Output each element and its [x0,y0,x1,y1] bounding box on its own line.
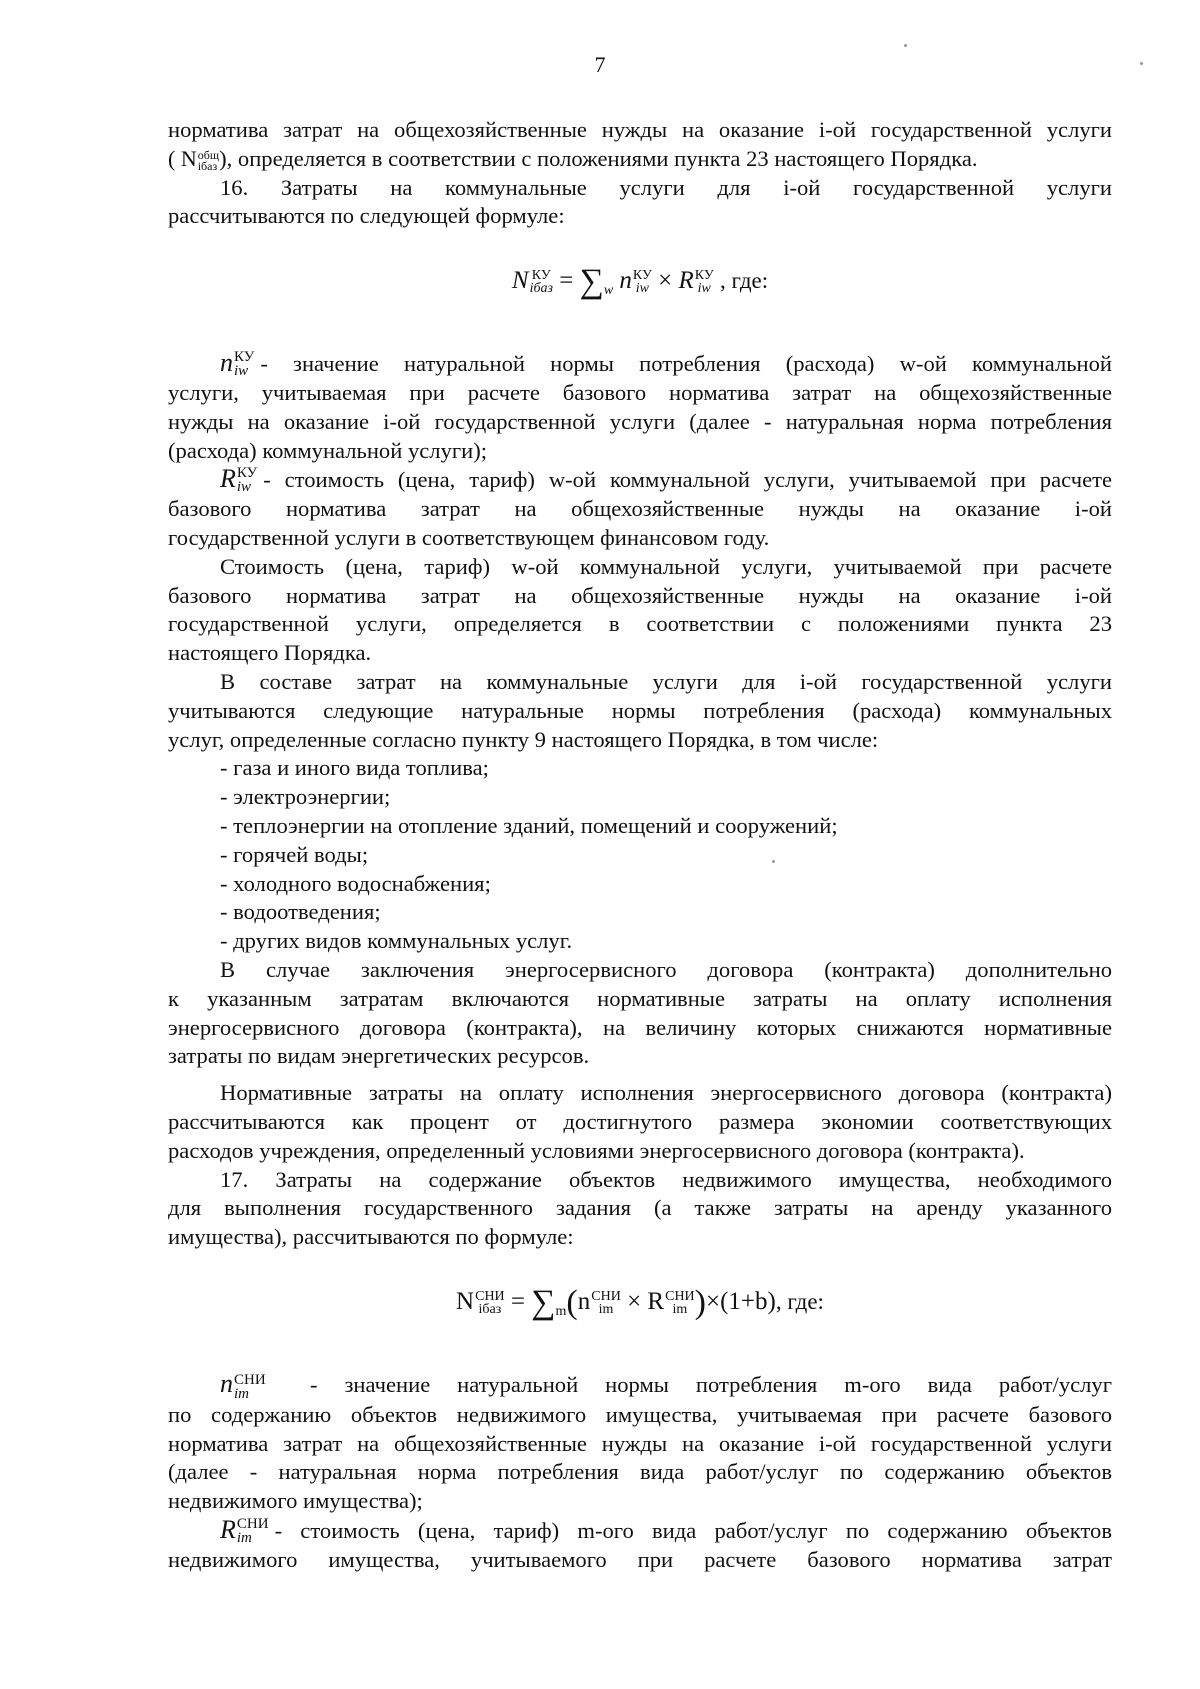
paragraph-line: Стоимость (цена, тариф) w-ой коммунальной услуги, учитываемой при расчете [220,553,1112,579]
definition-r-sni: R СНИ im - стоимость (цена, тариф) m-ого вида работ/услуг по содержанию объектов [220,1514,1112,1546]
paragraph-line: для выполнения государственного задания (а также затраты на аренду указанного [168,1195,1112,1221]
paragraph-line: услуг, определенные согласно пункту 9 настоящего Порядка, в том числе: [168,726,879,752]
definition-r-ku: R КУ iw - стоимость (цена, тариф) w-ой коммунальной услуги, учитываемой при расчете [220,464,1112,496]
sum-symbol: ∑ [531,1283,556,1321]
paragraph-line: нужды на оказание i-ой государственной услуги (далее - натуральная норма потребления [168,408,1112,434]
paragraph-line: рассчитываются по следующей формуле: [168,203,565,229]
formula-real-estate: N СНИ iбаз = $\sum_m(n$ СНИ im × R СНИ im )×(1+b), где: [456,1283,824,1321]
symbol-n-sni: n СНИ im [220,1368,266,1402]
list-item: - газа и иного вида топлива; [220,755,489,781]
paragraph-line: В составе затрат на коммунальные услуги для i-ой государственной услуги [220,668,1112,694]
list-item: - холодного водоснабжения; [220,870,491,896]
paragraph-line: базового норматива затрат на общехозяйственные нужды на оказание i-ой [168,496,1112,522]
list-item: - электроэнергии; [220,784,391,810]
paragraph-line: учитываются следующие натуральные нормы потребления (расхода) коммунальных [168,697,1112,723]
paragraph-line: энергосервисного договора (контракта), на величину которых снижаются нормативные [168,1014,1112,1040]
paragraph-line: ( N общ iбаз ), определяется в соответствии с положениями пункта 23 настоящего Порядка. [168,145,978,173]
paragraph-line: Нормативные затраты на оплату исполнения энергосервисного договора (контракта) [220,1080,1112,1106]
definition-n-ku: n КУ iw - значение натуральной нормы потребления (расхода) w-ой коммунальной [220,348,1112,379]
paragraph-line: государственной услуги в соответствующем финансовом году. [168,524,770,550]
paragraph-line: затраты по видам энергетических ресурсов. [168,1043,590,1069]
paragraph-line: базового норматива затрат на общехозяйственные нужды на оказание i-ой [168,582,1112,608]
paragraph-line: к указанным затратам включаются нормативные затраты на оплату исполнения [168,985,1112,1011]
list-item: - теплоэнергии на отопление зданий, помещений и сооружений; [220,812,838,838]
paragraph-line: услуги, учитываемая при расчете базового норматива затрат на общехозяйственные [168,379,1112,405]
paragraph-line: норматива затрат на общехозяйственные нужды на оказание i-ой государственной услуги [168,117,1112,142]
paragraph-line: настоящего Порядка. [168,640,372,666]
paragraph-line: (далее - натуральная норма потребления вида работ/услуг по содержанию объектов [168,1459,1112,1485]
symbol-r-ku: R КУ iw [220,464,258,496]
paragraph-line: государственной услуги, определяется в соответствии с положениями пункта 23 [168,611,1112,637]
definition-n-sni: n СНИ im - значение натуральной нормы потребления m-ого вида работ/услуг [220,1368,1112,1402]
section-16-heading: 16. Затраты на коммунальные услуги для i-ой государственной услуги [220,174,1112,200]
page-number: 7 [594,52,606,77]
symbol-r-sni: R СНИ im [220,1514,269,1546]
symbol-n-ku: n КУ iw [220,348,255,379]
paragraph-line: (расхода) коммунальной услуги); [168,437,488,463]
paragraph-line: по содержанию объектов недвижимого имущества, учитываемая при расчете базового [168,1401,1112,1427]
paragraph-line: недвижимого имущества); [168,1488,423,1514]
paragraph-line: имущества), рассчитываются по формуле: [168,1224,574,1250]
inline-symbol-n-obsh: ( N общ iбаз [168,145,220,173]
paragraph-line: рассчитываются как процент от достигнутого размера экономии соответствующих [168,1108,1112,1134]
scan-speck [1140,62,1143,65]
paragraph-line: недвижимого имущества, учитываемого при расчете базового норматива затрат [168,1546,1112,1572]
list-item: - горячей воды; [220,841,369,867]
utility-list [168,754,1112,956]
list-item: - других видов коммунальных услуг. [220,928,573,954]
document-body [168,116,1112,1574]
paragraph-line: норматива затрат на общехозяйственные нужды на оказание i-ой государственной услуги [168,1430,1112,1456]
paragraph-line: В случае заключения энергосервисного договора (контракта) дополнительно [220,956,1112,982]
scan-speck [904,44,907,47]
formula-utilities: N КУ iбаз = $\sum_w$ n КУ iw × R КУ iw , где: [511,263,769,301]
paragraph-line: расходов учреждения, определенный условиями энергосервисного договора (контракта). [168,1137,1025,1163]
sum-symbol: ∑ [579,263,604,301]
section-17-heading: 17. Затраты на содержание объектов недвижимого имущества, необходимого [220,1166,1112,1192]
list-item: - водоотведения; [220,899,381,925]
